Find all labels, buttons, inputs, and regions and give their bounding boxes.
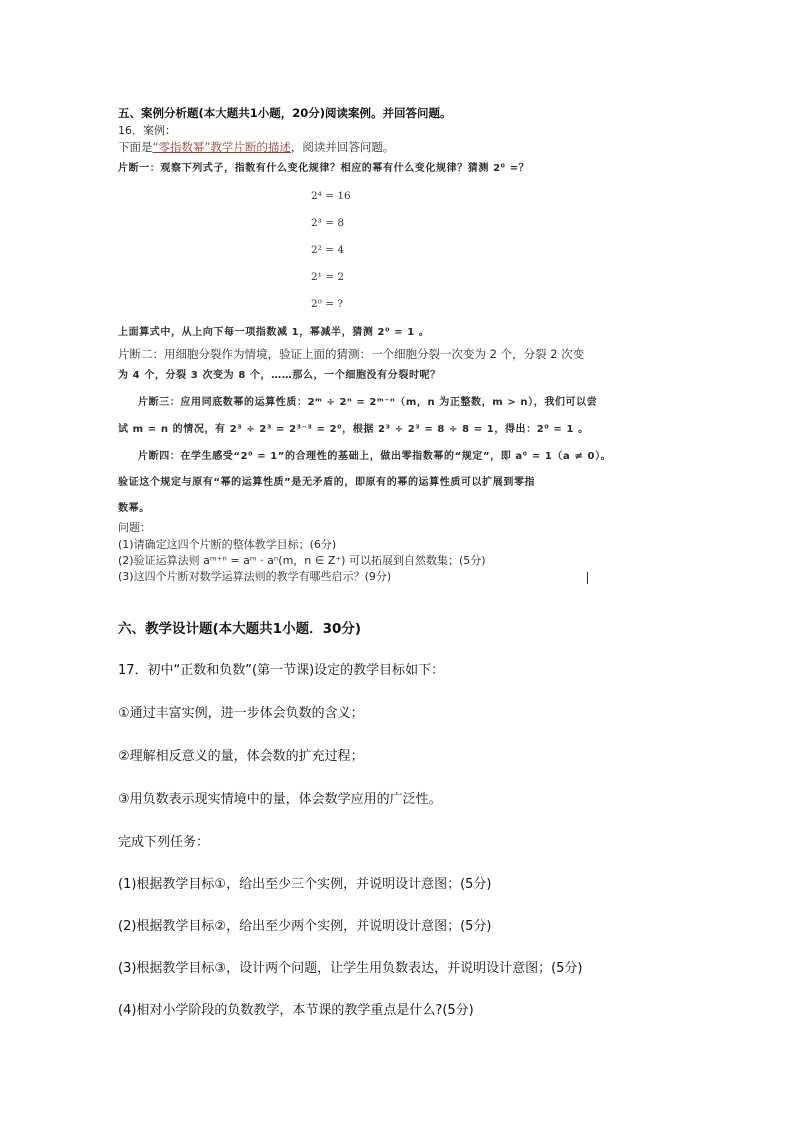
segment-4-line-1: 片断四：在学生感受“2⁰ = 1”的合理性的基础上，做出零指数幂的“规定”，即 a⁰ = 1（a ≠ 0）。 xyxy=(138,451,612,462)
question-2: (2)验证运算法则 aᵐ⁺ⁿ = aᵐ · aⁿ(m，n ∈ Z⁺) 可以拓展到自然数集；(5分) xyxy=(118,554,486,567)
section6-title: 六、教学设计题(本大题共1小题．30分) xyxy=(118,621,362,637)
case-analysis-scan xyxy=(118,102,612,592)
task-1: (1)根据教学目标①，给出至少三个实例，并说明设计意图；(5分) xyxy=(118,877,492,892)
equation-1: 2⁴ = 16 xyxy=(311,190,351,202)
segment-2-line-1: 片断二：用细胞分裂作为情境，验证上面的猜测：一个细胞分裂一次变为 2 个，分裂 2 次变 xyxy=(118,347,585,361)
text-cursor xyxy=(587,572,588,584)
goal-1: ①通过丰富实例，进一步体会负数的含义； xyxy=(118,706,364,721)
case-topic: “零指数幂”教学片断的描述 xyxy=(152,140,291,154)
task-2: (2)根据教学目标②，给出至少两个实例，并说明设计意图；(5分) xyxy=(118,919,492,934)
task-intro: 完成下列任务： xyxy=(118,835,210,850)
segment-4-line-3: 数幂。 xyxy=(118,503,150,514)
segment-3-line-1: 片断三：应用同底数幂的运算性质：2ᵐ ÷ 2ⁿ = 2ᵐ⁻ⁿ（m，n 为正整数，m > n），我们可以尝 xyxy=(138,397,598,408)
segment-1-title: 片断一：观察下列式子，指数有什么变化规律？相应的幂有什么变化规律？猜测 2⁰ =？ xyxy=(118,163,530,174)
equation-4: 2¹ = 2 xyxy=(311,271,345,283)
goal-2: ②理解相反意义的量，体会数的扩充过程； xyxy=(118,749,364,764)
segment-1-conclusion: 上面算式中，从上向下每一项指数减 1，幂减半，猜测 2⁰ = 1 。 xyxy=(118,327,430,338)
question-17: 17．初中“正数和负数”(第一节课)设定的教学目标如下： xyxy=(118,663,445,678)
segment-4-line-2: 验证这个规定与原有“幂的运算性质”是无矛盾的，即原有的幂的运算性质可以扩展到零指 xyxy=(118,477,536,488)
task-4: (4)相对小学阶段的负数教学，本节课的教学重点是什么?(5分) xyxy=(118,1003,474,1018)
question-1: (1)请确定这四个片断的整体教学目标；(6分) xyxy=(118,538,337,551)
equation-3: 2² = 4 xyxy=(311,244,345,256)
case-intro: 下面是“零指数幂”教学片断的描述，阅读并回答问题。 xyxy=(118,140,395,154)
task-3: (3)根据教学目标③，设计两个问题，让学生用负数表达，并说明设计意图；(5分) xyxy=(118,961,583,976)
segment-3-line-2: 试 m = n 的情况，有 2³ ÷ 2³ = 2³⁻³ = 2⁰，根据 2³ ÷ 2³ = 8 ÷ 8 = 1，得出：2⁰ = 1 。 xyxy=(118,424,589,435)
question-3: (3)这四个片断对数学运算法则的教学有哪些启示？(9分) xyxy=(118,570,392,583)
case-label: 16．案例： xyxy=(118,124,176,137)
section5-title: 五、案例分析题(本大题共1小题，20分)阅读案例。并回答问题。 xyxy=(118,106,452,120)
segment-2-line-2: 为 4 个，分裂 3 次变为 8 个，……那么，一个细胞没有分裂时呢？ xyxy=(118,370,441,381)
equation-2: 2³ = 8 xyxy=(311,217,345,229)
goal-3: ③用负数表示现实情境中的量，体会数学应用的广泛性。 xyxy=(118,792,442,807)
equation-5: 2⁰ = ? xyxy=(311,298,343,310)
questions-label: 问题： xyxy=(118,521,151,534)
